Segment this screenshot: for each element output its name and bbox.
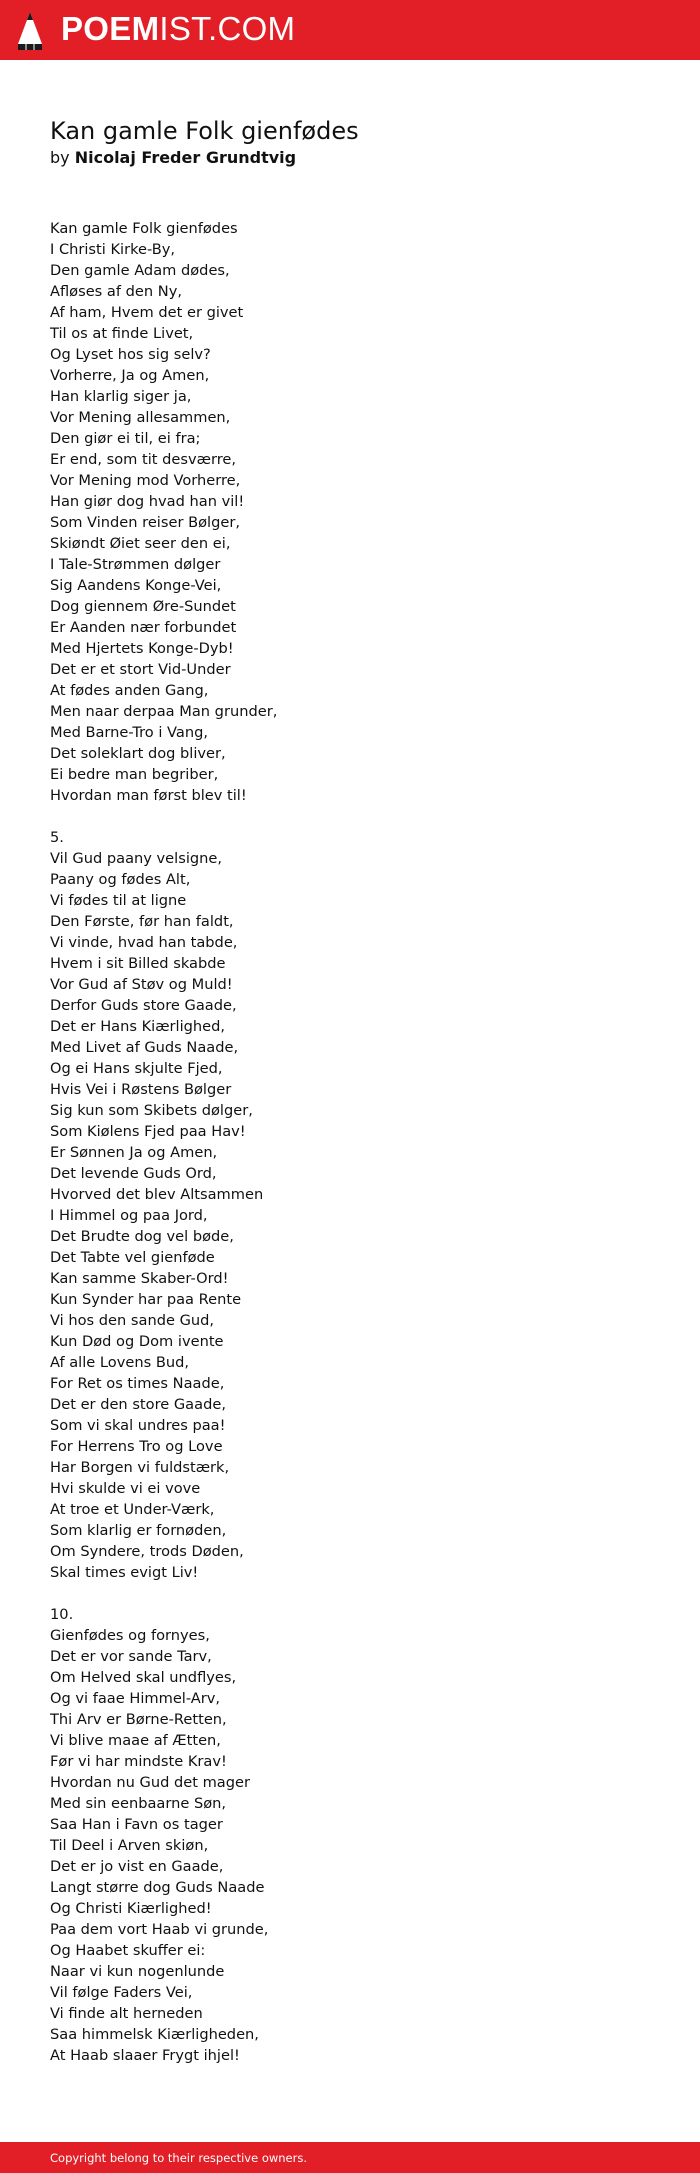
poem-line: Det er den store Gaade, [50,1396,226,1413]
poem-line: Hvordan nu Gud det mager [50,1774,250,1791]
poem-line: Hvorved det blev Altsammen [50,1186,264,1203]
poem-line: Saa Han i Favn os tager [50,1816,223,1833]
poem-line: Dog giennem Øre-Sundet [50,598,236,615]
poem-line: Afløses af den Ny, [50,283,182,300]
poem-line: Kun Synder har paa Rente [50,1291,242,1308]
poem-line: Og vi faae Himmel-Arv, [50,1690,221,1707]
poem-line: Om Helved skal undflyes, [50,1669,237,1686]
poem-line: Saa himmelsk Kiærligheden, [50,2026,259,2043]
poem-line: Det er et stort Vid-Under [50,661,231,678]
poem-line: Vor Gud af Støv og Muld! [50,976,233,993]
poem-line: Hvem i sit Billed skabde [50,955,226,972]
poem-line: Skal times evigt Liv! [50,1564,199,1581]
poem-line: Med Livet af Guds Naade, [50,1039,239,1056]
poem-line: At Haab slaaer Frygt ihjel! [50,2047,240,2064]
poem-line: Hvordan man først blev til! [50,787,247,804]
site-logo-link[interactable] [61,9,295,49]
poem-line: Det Brudte dog vel bøde, [50,1228,234,1245]
poem-line: Skiøndt Øiet seer den ei, [50,535,231,552]
poem-line: Vi vinde, hvad han tabde, [50,934,238,951]
poem-author: Nicolaj Freder Grundtvig [74,148,297,167]
poem-line: Som vi skal undres paa! [50,1417,226,1434]
poem-line: Hvis Vei i Røstens Bølger [50,1081,232,1098]
poem-line: Vi finde alt herneden [50,2005,203,2022]
poem-line: Vi blive maae af Ætten, [50,1732,221,1749]
poem-line: Før vi har mindste Krav! [50,1753,227,1770]
poem-line: Derfor Guds store Gaade, [50,997,237,1014]
poem-line: Om Syndere, trods Døden, [50,1543,244,1560]
poem-line: Sig Aandens Konge-Vei, [50,577,222,594]
poem-line: Den gamle Adam dødes, [50,262,230,279]
poem-line: Vi hos den sande Gud, [50,1312,215,1329]
site-header [0,0,700,60]
by-label: by [50,148,70,167]
poem-line: 10. [50,1606,74,1623]
poem-line: Er end, som tit desværre, [50,451,237,468]
poem-line: Paany og fødes Alt, [50,871,191,888]
copyright-text: Copyright belong to their respective owners. [50,2151,308,2165]
poem-line: Vi fødes til at ligne [50,892,187,909]
poem-line: Paa dem vort Haab vi grunde, [50,1921,269,1938]
poem-line: Den giør ei til, ei fra; [50,430,201,447]
poem-line: Gienfødes og fornyes, [50,1627,210,1644]
pencil-tip-icon[interactable] [17,11,43,51]
poem-line: Med Barne-Tro i Vang, [50,724,208,741]
poem-line: Det Tabte vel gienføde [50,1249,215,1266]
poem-line: Det er vor sande Tarv, [50,1648,212,1665]
poem-line: Vor Mening allesammen, [50,409,231,426]
poem-line: 5. [50,829,64,846]
site-footer [0,2142,700,2173]
poem-line: Langt større dog Guds Naade [50,1879,265,1896]
poem-line: Thi Arv er Børne-Retten, [50,1711,227,1728]
poem-line: For Ret os times Naade, [50,1375,225,1392]
poem-line: I Christi Kirke-By, [50,241,176,258]
poem-stanza [50,218,650,806]
poem-line: Vil følge Faders Vei, [50,1984,193,2001]
poem-line: Det er jo vist en Gaade, [50,1858,224,1875]
poem-line: Af alle Lovens Bud, [50,1354,189,1371]
poem-line: Hvi skulde vi ei vove [50,1480,201,1497]
poem-stanza [50,1604,650,2066]
poem-line: Som klarlig er fornøden, [50,1522,227,1539]
poem-line: Ei bedre man begriber, [50,766,219,783]
poem-line: Det levende Guds Ord, [50,1165,217,1182]
poem-line: Han giør dog hvad han vil! [50,493,245,510]
poem-line: Og Lyset hos sig selv? [50,346,211,363]
poem-line: Vil Gud paany velsigne, [50,850,223,867]
poem-line: Af ham, Hvem det er givet [50,304,244,321]
poem-line: Til os at finde Livet, [50,325,194,342]
poem-line: Har Borgen vi fuldstærk, [50,1459,230,1476]
poem-line: Den Første, før han faldt, [50,913,234,930]
poem-line: At troe et Under-Værk, [50,1501,215,1518]
poem-title: Kan gamle Folk gienfødes [50,117,359,145]
poem-line: Vorherre, Ja og Amen, [50,367,210,384]
poem-line: Til Deel i Arven skiøn, [50,1837,209,1854]
poem-line: Naar vi kun nogenlunde [50,1963,225,1980]
poem-line: Som Vinden reiser Bølger, [50,514,240,531]
poem-line: Og ei Hans skjulte Fjed, [50,1060,223,1077]
poem-line: At fødes anden Gang, [50,682,209,699]
poem-line: Vor Mening mod Vorherre, [50,472,241,489]
poem-line: Kan gamle Folk gienfødes [50,220,238,237]
poem-line: Og Christi Kiærlighed! [50,1900,212,1917]
poem-line: I Tale-Strømmen dølger [50,556,221,573]
poem-line: Det er Hans Kiærlighed, [50,1018,226,1035]
poem-line: Og Haabet skuffer ei: [50,1942,206,1959]
logo-text-light: IST.COM [159,10,296,47]
poem-line: Med sin eenbaarne Søn, [50,1795,227,1812]
poem-line: Men naar derpaa Man grunder, [50,703,278,720]
poem-line: Er Sønnen Ja og Amen, [50,1144,218,1161]
poem-line: Med Hjertets Konge-Dyb! [50,640,234,657]
logo-text-bold: POEM [61,10,160,47]
poem-stanza [50,827,650,1583]
poem-line: Kan samme Skaber-Ord! [50,1270,229,1287]
poem-line: Det soleklart dog bliver, [50,745,226,762]
poem-line: Som Kiølens Fjed paa Hav! [50,1123,246,1140]
poem-byline [50,147,296,169]
poem-line: Han klarlig siger ja, [50,388,192,405]
poem-body [50,218,650,2087]
poem-line: For Herrens Tro og Love [50,1438,223,1455]
poem-line: I Himmel og paa Jord, [50,1207,208,1224]
poem-line: Er Aanden nær forbundet [50,619,237,636]
poem-line: Kun Død og Dom ivente [50,1333,224,1350]
poem-line: Sig kun som Skibets dølger, [50,1102,253,1119]
